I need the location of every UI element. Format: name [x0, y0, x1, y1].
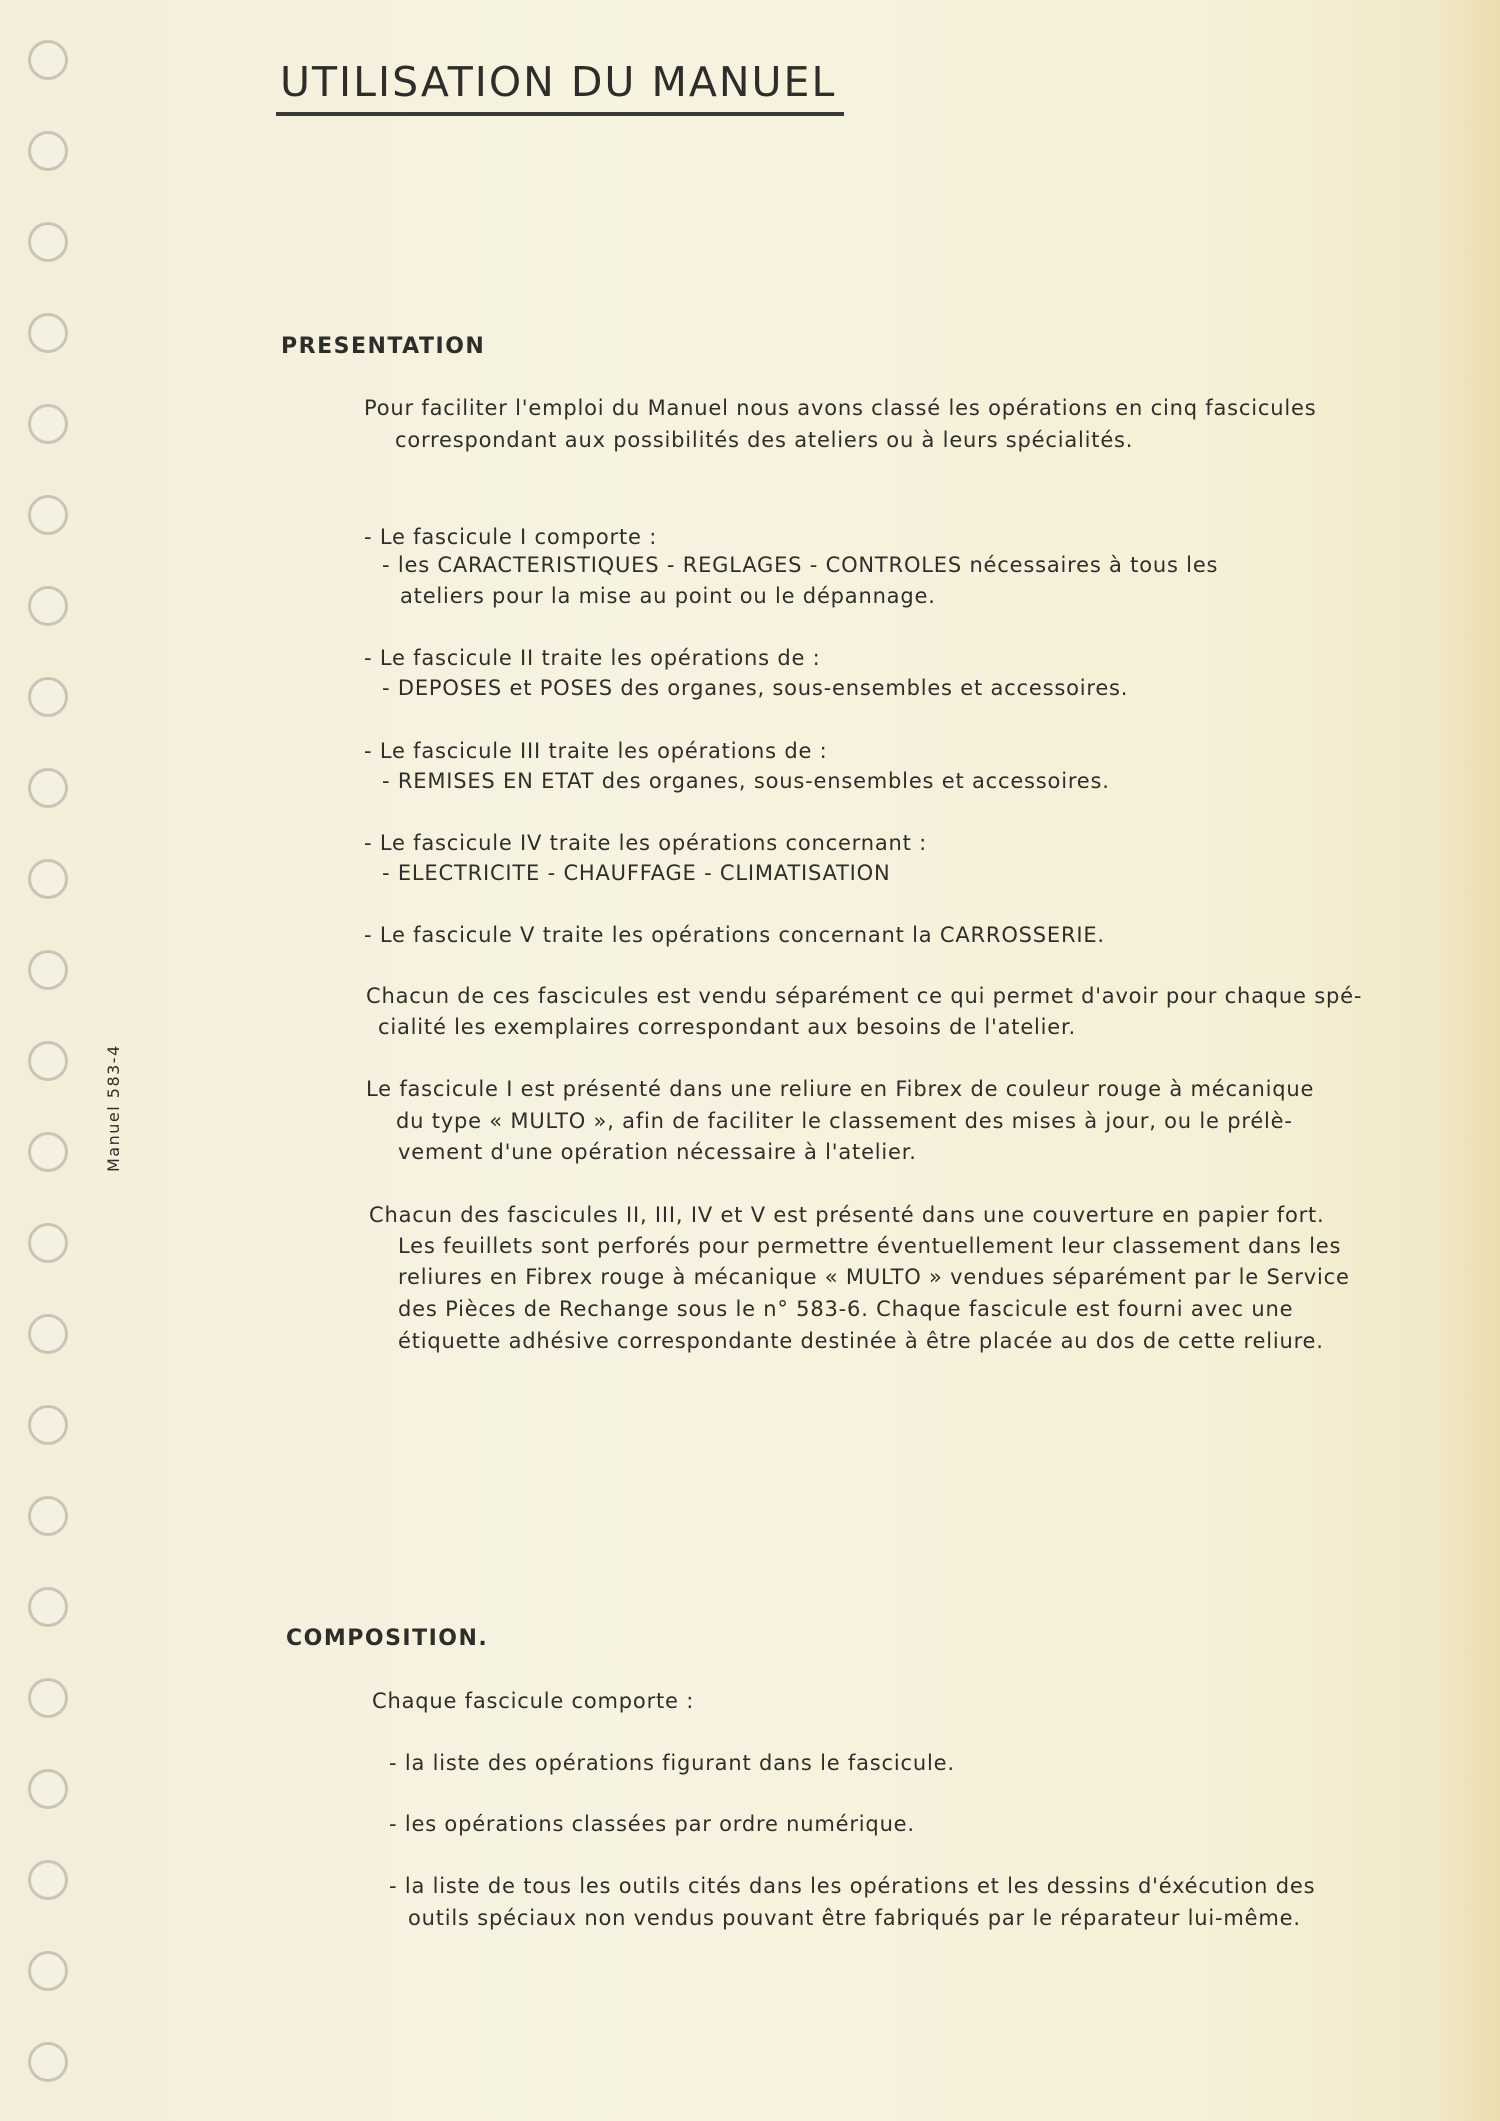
binder-hole: [28, 1405, 68, 1445]
binder-hole: [28, 495, 68, 535]
fascicule-line: - ELECTRICITE - CHAUFFAGE - CLIMATISATION: [382, 861, 891, 885]
binder-hole: [28, 1769, 68, 1809]
paragraph-line: reliures en Fibrex rouge à mécanique « MULTO » vendues séparément par le Service: [398, 1265, 1350, 1289]
paragraph-line: Chacun de ces fascicules est vendu séparément ce qui permet d'avoir pour chaque spé-: [366, 984, 1363, 1008]
title-underline: [276, 112, 844, 116]
binder-hole: [28, 131, 68, 171]
binder-hole: [28, 1314, 68, 1354]
composition-item: - la liste des opérations figurant dans le fascicule.: [389, 1751, 955, 1775]
binder-hole: [28, 1678, 68, 1718]
fascicule-line: - Le fascicule IV traite les opérations concernant :: [364, 831, 928, 855]
binder-hole: [28, 40, 68, 80]
binder-holes: [28, 40, 88, 2100]
section-heading-composition: COMPOSITION.: [286, 1626, 489, 1651]
paragraph-line: Chacun des fascicules II, III, IV et V est présenté dans une couverture en papier fort.: [369, 1203, 1325, 1227]
page-title: UTILISATION DU MANUEL: [280, 58, 837, 106]
fascicule-line: - REMISES EN ETAT des organes, sous-ensembles et accessoires.: [382, 769, 1110, 793]
binder-hole: [28, 768, 68, 808]
fascicule-line: - Le fascicule V traite les opérations concernant la CARROSSERIE.: [364, 923, 1105, 947]
composition-intro: Chaque fascicule comporte :: [372, 1689, 695, 1713]
fascicule-line: - les CARACTERISTIQUES - REGLAGES - CONTROLES nécessaires à tous les: [382, 553, 1219, 577]
paragraph-line: étiquette adhésive correspondante destinée à être placée au dos de cette reliure.: [398, 1329, 1324, 1353]
binder-hole: [28, 222, 68, 262]
paragraph-line: cialité les exemplaires correspondant aux besoins de l'atelier.: [378, 1015, 1077, 1039]
binder-hole: [28, 859, 68, 899]
intro-line: correspondant aux possibilités des ateliers ou à leurs spécialités.: [395, 428, 1134, 452]
paragraph-line: des Pièces de Rechange sous le n° 583-6. Chaque fascicule est fourni avec une: [398, 1297, 1294, 1321]
paragraph-line: vement d'une opération nécessaire à l'atelier.: [398, 1140, 917, 1164]
paper-edge-stain: [1440, 0, 1500, 2121]
composition-item: outils spéciaux non vendus pouvant être fabriqués par le réparateur lui-même.: [408, 1906, 1301, 1930]
fascicule-line: - Le fascicule III traite les opérations de :: [364, 739, 828, 763]
binder-hole: [28, 1951, 68, 1991]
binder-hole: [28, 586, 68, 626]
paragraph-line: du type « MULTO », afin de faciliter le classement des mises à jour, ou le prélè-: [396, 1109, 1293, 1133]
binder-hole: [28, 404, 68, 444]
paragraph-line: Les feuillets sont perforés pour permettre éventuellement leur classement dans les: [398, 1234, 1342, 1258]
binder-hole: [28, 1860, 68, 1900]
binder-hole: [28, 1587, 68, 1627]
binder-hole: [28, 313, 68, 353]
binder-hole: [28, 1496, 68, 1536]
binder-hole: [28, 1223, 68, 1263]
fascicule-line: - Le fascicule I comporte :: [364, 525, 658, 549]
composition-item: - la liste de tous les outils cités dans les opérations et les dessins d'éxécution des: [389, 1874, 1316, 1898]
manual-reference-label: Manuel 583-4: [104, 1044, 123, 1172]
binder-hole: [28, 950, 68, 990]
binder-hole: [28, 2042, 68, 2082]
composition-item: - les opérations classées par ordre numérique.: [389, 1812, 915, 1836]
binder-hole: [28, 1132, 68, 1172]
fascicule-line: - DEPOSES et POSES des organes, sous-ensembles et accessoires.: [382, 676, 1129, 700]
fascicule-line: - Le fascicule II traite les opérations de :: [364, 646, 821, 670]
binder-hole: [28, 677, 68, 717]
section-heading-presentation: PRESENTATION: [281, 334, 486, 359]
fascicule-line: ateliers pour la mise au point ou le dépannage.: [400, 584, 936, 608]
binder-hole: [28, 1041, 68, 1081]
paragraph-line: Le fascicule I est présenté dans une reliure en Fibrex de couleur rouge à mécanique: [366, 1077, 1315, 1101]
intro-line: Pour faciliter l'emploi du Manuel nous avons classé les opérations en cinq fascicules: [364, 396, 1317, 420]
